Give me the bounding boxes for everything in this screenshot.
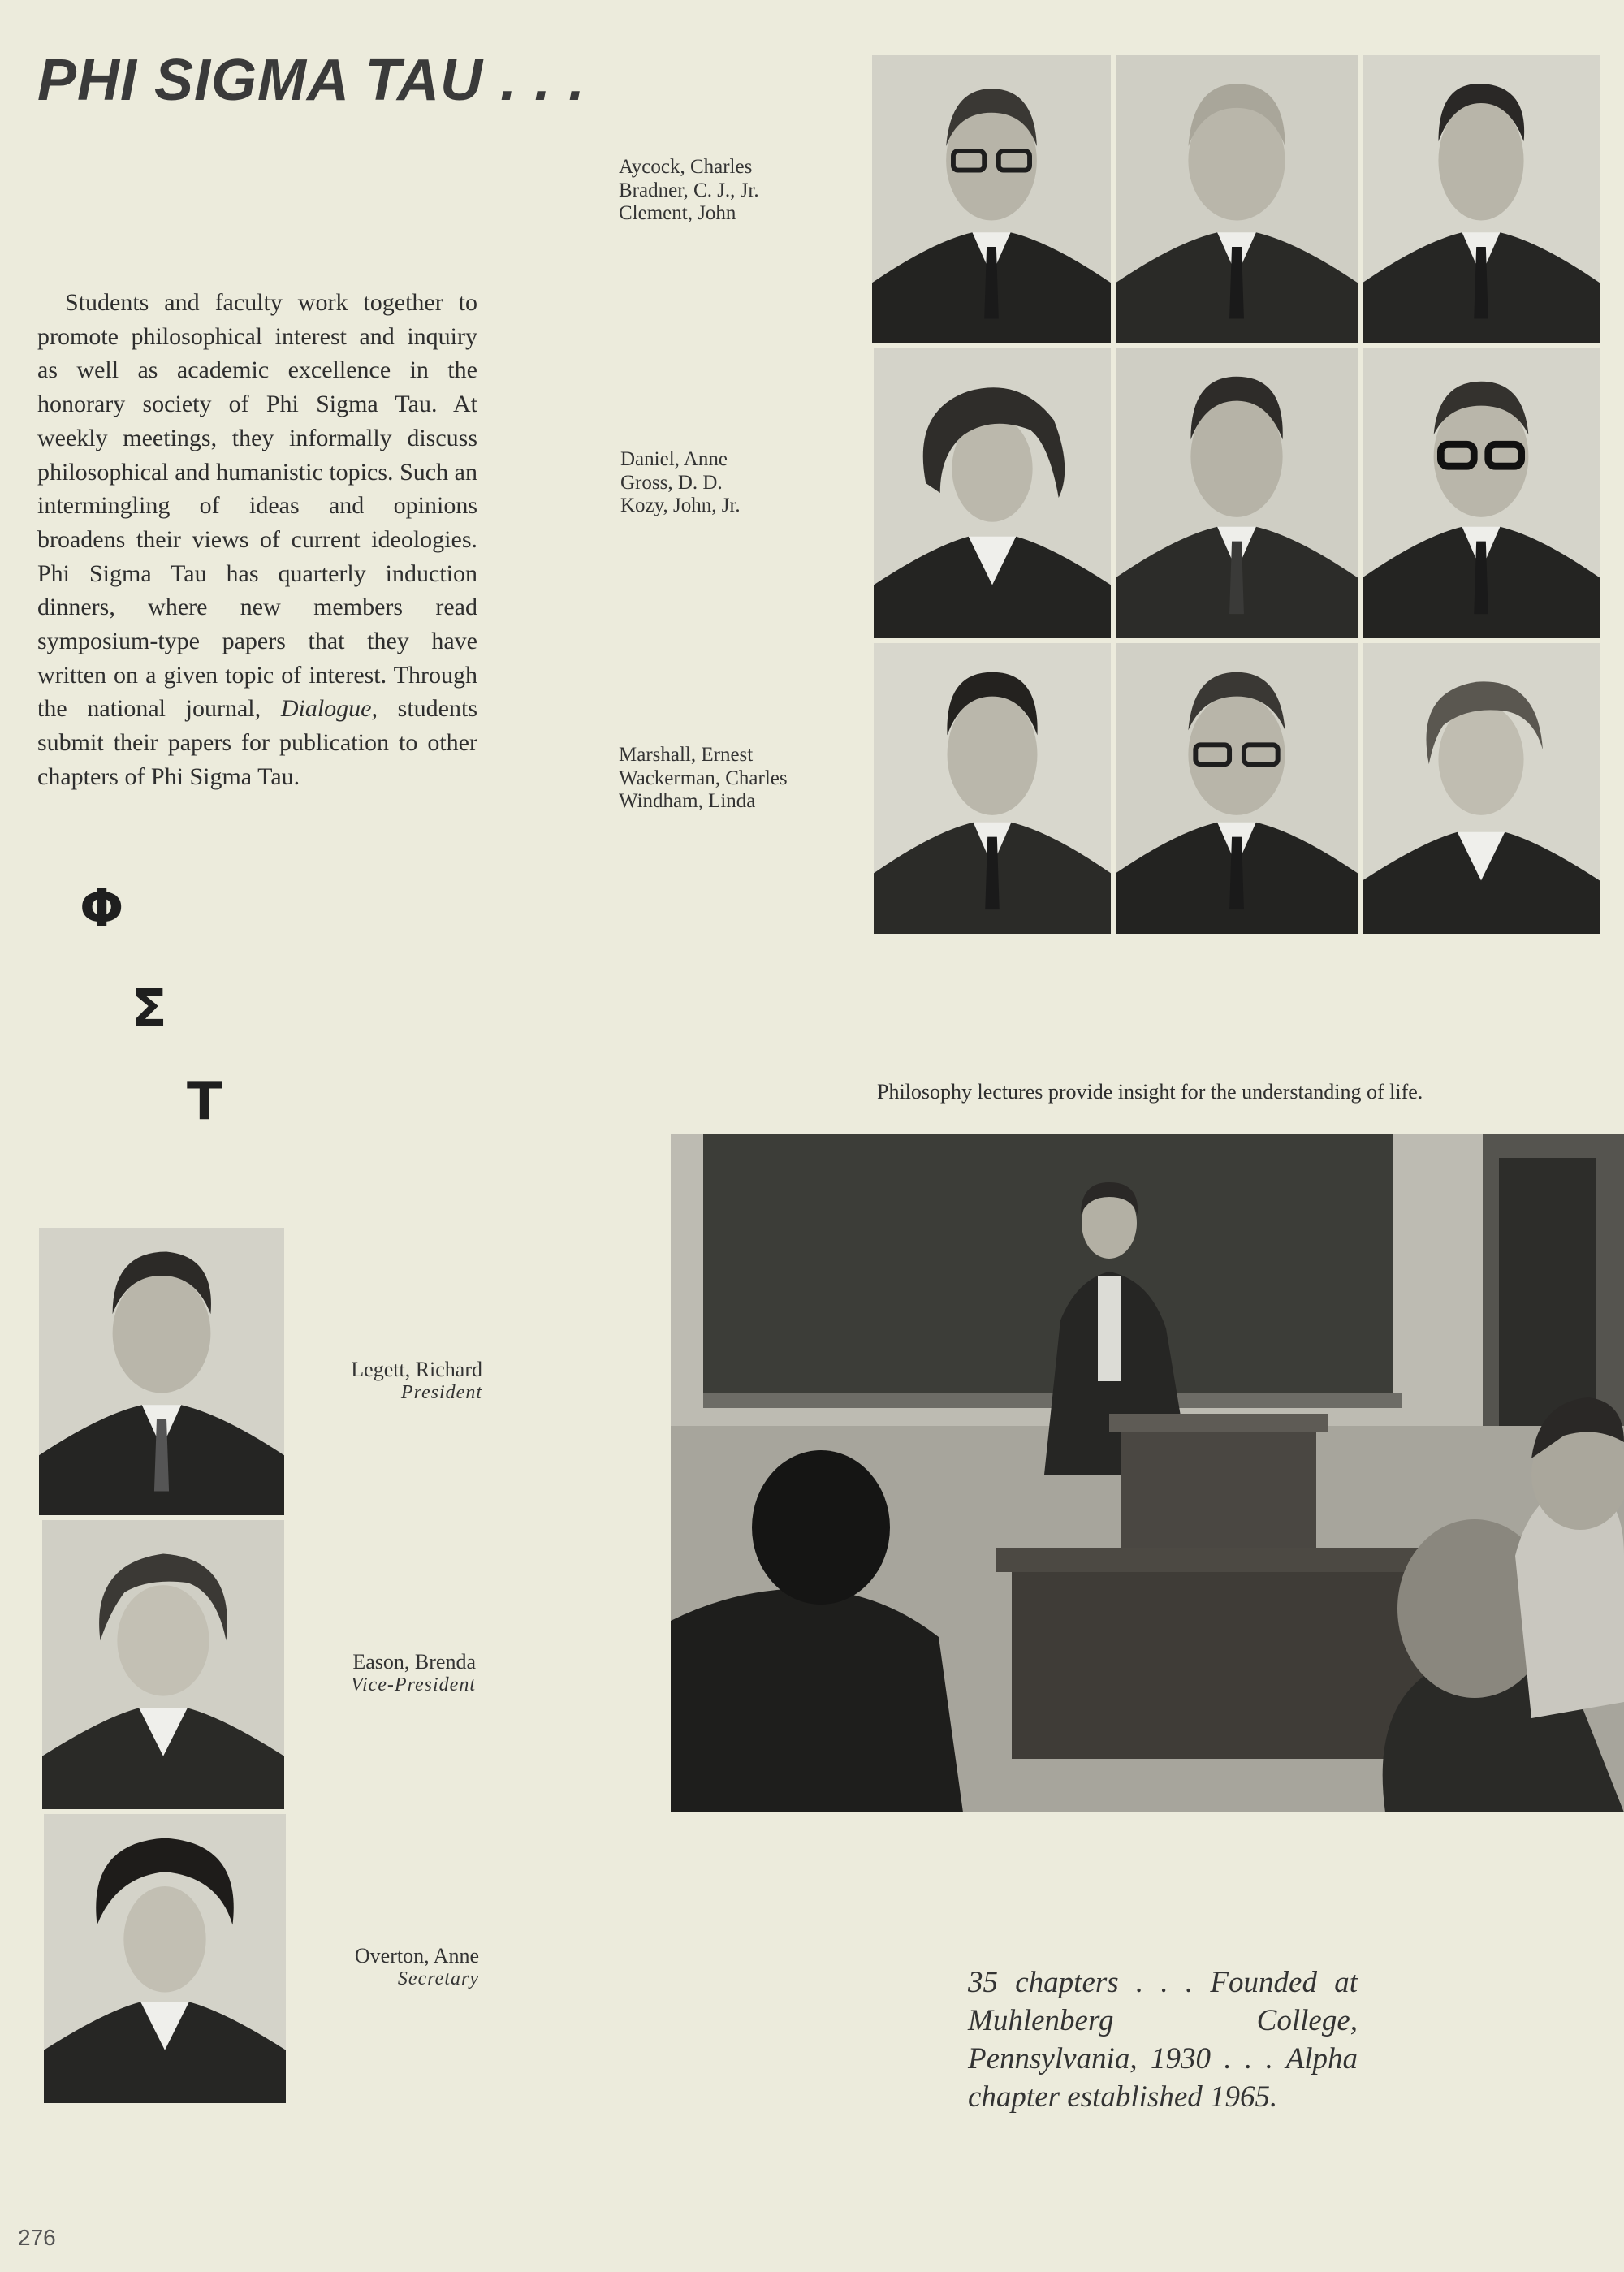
member-name: Kozy, John, Jr. — [620, 495, 741, 516]
portrait-photo — [874, 348, 1111, 638]
portrait-photo — [1363, 643, 1600, 934]
officer-portrait-vice-president — [42, 1520, 284, 1809]
greek-letter-sigma: Σ — [132, 979, 167, 1039]
greek-letter-phi: Φ — [80, 879, 124, 939]
portrait-photo — [874, 643, 1111, 934]
photo-caption: Philosophy lectures provide insight for the understanding of life. — [877, 1080, 1423, 1104]
portrait-photo — [872, 55, 1111, 343]
member-names-row-1 — [619, 156, 759, 226]
portrait-photo — [1116, 643, 1358, 934]
member-name: Daniel, Anne — [620, 448, 728, 470]
officer-role: Secretary — [397, 1968, 479, 1989]
officer-portrait-president — [39, 1228, 284, 1515]
officer-name: Legett, Richard — [351, 1358, 482, 1381]
officer-role: Vice-President — [351, 1674, 476, 1695]
officer-name: Eason, Brenda — [352, 1650, 476, 1674]
officer-name: Overton, Anne — [354, 1944, 479, 1967]
intro-text-before-journal: Students and faculty work together to promote philosophical interest and inquiry as well as academic excellence in the honorary society of Phi Sigma Tau. At weekly meetings, they informally discuss philosophical and humanistic topics. Such an intermingling of ideas and opinions broadens their views of current ideologies. Phi Sigma Tau has quarterly induction dinners, where new members read symposium-type papers that they have written on a given topic of interest. Through the national journal, — [37, 289, 477, 723]
journal-name: Dialogue, — [280, 695, 378, 723]
member-name: Gross, D. D. — [620, 471, 723, 494]
page-number: 276 — [18, 2225, 56, 2250]
chapter-history: 35 chapters . . . Founded at Muhlenberg College, Pennsylvania, 1930 . . . Alpha chapter established 1965. — [968, 1966, 1358, 2114]
member-name: Bradner, C. J., Jr. — [619, 179, 759, 201]
member-names-row-2 — [620, 448, 741, 518]
portrait-photo — [1363, 348, 1600, 638]
officer-vice-president — [309, 1650, 476, 1696]
greek-letter-tau: T — [187, 1072, 222, 1132]
member-name: Wackerman, Charles — [619, 767, 788, 789]
intro-paragraph — [37, 286, 477, 794]
member-name: Clement, John — [619, 202, 736, 224]
member-name: Windham, Linda — [619, 790, 756, 812]
officer-portrait-secretary — [44, 1814, 286, 2103]
portrait-photo — [1116, 348, 1358, 638]
member-name: Aycock, Charles — [619, 156, 753, 178]
lecture-photo — [671, 1134, 1624, 1812]
officer-secretary — [309, 1944, 479, 1990]
portrait-photo — [1116, 55, 1358, 343]
officer-role: President — [400, 1382, 482, 1403]
member-names-row-3 — [619, 744, 788, 814]
member-name: Marshall, Ernest — [619, 744, 754, 766]
officer-president — [309, 1358, 482, 1404]
page-title: PHI SIGMA TAU . . . — [37, 48, 586, 113]
intro-text-after-journal: students submit their papers for publication to other chapters of Phi Sigma Tau. — [37, 695, 477, 790]
portrait-photo — [1363, 55, 1600, 343]
